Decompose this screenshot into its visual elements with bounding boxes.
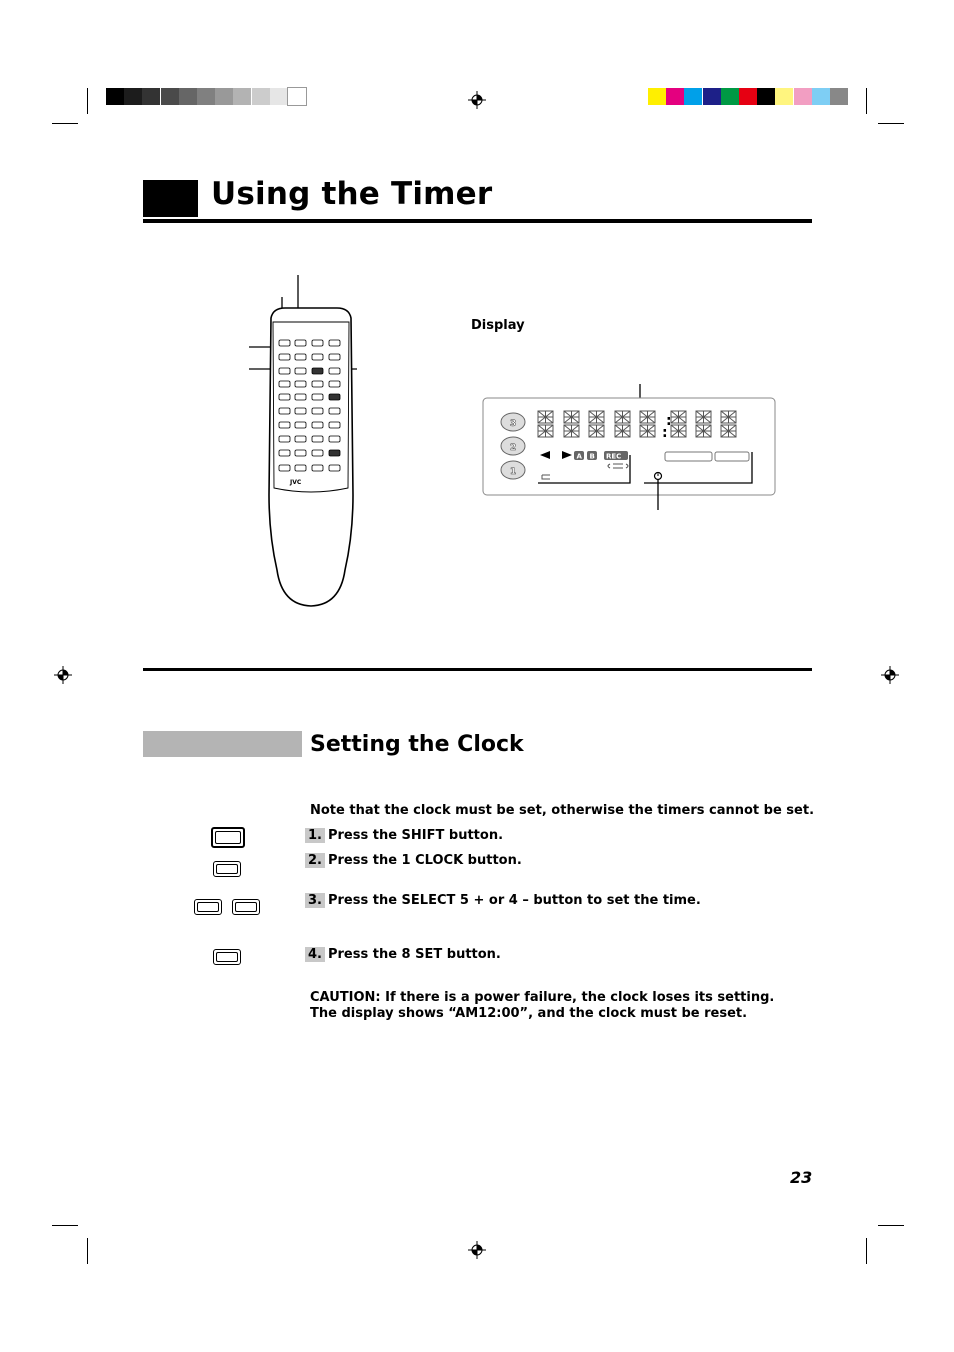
segment-digit	[589, 425, 604, 437]
clock-button-icon	[213, 861, 241, 877]
registration-mark-icon	[468, 91, 486, 109]
crop-mark	[87, 1238, 88, 1264]
segment-digit	[696, 411, 711, 423]
remote-button	[295, 436, 306, 442]
remote-button	[279, 368, 290, 374]
step-3: 3. Press the SELECT 5 + or 4 – button to set the time.	[305, 893, 701, 908]
indicator-a: A	[576, 452, 582, 461]
select-minus-button-icon	[194, 899, 222, 915]
disc-indicator-icons	[501, 413, 525, 479]
crop-mark	[87, 88, 88, 114]
remote-button	[312, 436, 323, 442]
color-swatch	[812, 88, 830, 105]
color-swatch	[721, 88, 739, 105]
remote-control-illustration	[245, 270, 365, 615]
remote-button	[312, 450, 323, 456]
color-swatch	[794, 88, 812, 105]
page-number: 23	[790, 1168, 813, 1187]
segment-digit	[538, 411, 553, 423]
remote-button	[329, 340, 340, 346]
remote-button	[295, 394, 306, 400]
color-swatch	[757, 88, 775, 105]
remote-button	[329, 394, 340, 400]
grayscale-swatch	[142, 88, 160, 105]
section-title: Setting the Clock	[310, 732, 524, 757]
grayscale-swatch	[179, 88, 197, 105]
grayscale-swatch	[106, 88, 124, 105]
grayscale-swatch	[197, 88, 215, 105]
color-swatch	[648, 88, 666, 105]
remote-button	[312, 354, 323, 360]
remote-button	[279, 408, 290, 414]
remote-button	[279, 394, 290, 400]
remote-button	[279, 340, 290, 346]
segment-digit	[640, 411, 655, 423]
display-label: Display	[471, 318, 525, 333]
display-panel-illustration	[480, 380, 780, 515]
remote-button	[279, 354, 290, 360]
remote-button	[312, 465, 323, 471]
remote-button	[295, 422, 306, 428]
remote-button	[312, 408, 323, 414]
remote-button	[329, 465, 340, 471]
remote-button	[329, 368, 340, 374]
remote-button	[312, 422, 323, 428]
segment-digit	[615, 411, 630, 423]
caution-text: CAUTION: If there is a power failure, the clock loses its setting. The display shows “AM12:00”, and the clock must be reset.	[310, 990, 775, 1021]
remote-button	[295, 381, 306, 387]
page-title: Using the Timer	[211, 176, 493, 212]
remote-button	[279, 422, 290, 428]
section-band	[143, 731, 302, 757]
set-button-icon	[213, 949, 241, 965]
title-block	[143, 180, 198, 217]
segment-digit	[696, 425, 711, 437]
grayscale-swatch	[124, 88, 142, 105]
remote-button	[279, 465, 290, 471]
segment-digit	[564, 411, 579, 423]
indicator-rec: REC	[606, 452, 622, 461]
grayscale-swatch	[288, 88, 306, 105]
remote-button	[329, 381, 340, 387]
remote-button	[295, 340, 306, 346]
remote-button	[279, 436, 290, 442]
crop-mark	[878, 123, 904, 124]
segment-digit	[671, 411, 686, 423]
registration-mark-icon	[468, 1241, 486, 1259]
segment-digit	[721, 425, 736, 437]
color-swatch	[666, 88, 684, 105]
remote-button	[329, 354, 340, 360]
color-swatch	[703, 88, 721, 105]
segment-digit	[721, 411, 736, 423]
remote-button	[295, 408, 306, 414]
remote-button	[295, 465, 306, 471]
remote-button	[295, 354, 306, 360]
remote-button	[312, 340, 323, 346]
step-4: 4. Press the 8 SET button.	[305, 947, 501, 962]
remote-button	[312, 394, 323, 400]
remote-button	[329, 408, 340, 414]
crop-mark	[52, 123, 78, 124]
note-text: Note that the clock must be set, otherwise the timers cannot be set.	[310, 803, 815, 818]
segment-digit	[671, 425, 686, 437]
segment-digit	[564, 425, 579, 437]
remote-button	[295, 450, 306, 456]
remote-button	[295, 368, 306, 374]
shift-button-icon	[211, 827, 245, 848]
remote-button	[329, 436, 340, 442]
step-1: 1. Press the SHIFT button.	[305, 828, 503, 843]
color-swatch	[775, 88, 793, 105]
remote-button	[329, 422, 340, 428]
crop-mark	[866, 88, 867, 114]
segment-digit	[640, 425, 655, 437]
color-swatch	[739, 88, 757, 105]
remote-button	[329, 450, 340, 456]
title-rule	[143, 219, 812, 223]
segment-digit	[615, 425, 630, 437]
grayscale-swatch	[252, 88, 270, 105]
segment-digit	[538, 425, 553, 437]
grayscale-swatch	[215, 88, 233, 105]
color-swatch	[684, 88, 702, 105]
remote-brand-logo: JVC	[290, 479, 302, 486]
step-2: 2. Press the 1 CLOCK button.	[305, 853, 522, 868]
grayscale-swatch	[233, 88, 251, 105]
remote-button	[279, 450, 290, 456]
grayscale-swatch	[161, 88, 179, 105]
remote-button	[312, 381, 323, 387]
crop-mark	[866, 1238, 867, 1264]
disc-number: 2	[510, 443, 517, 453]
select-plus-button-icon	[232, 899, 260, 915]
disc-number: 3	[510, 419, 517, 429]
indicator-b: B	[589, 452, 595, 461]
remote-button	[279, 381, 290, 387]
time-colon: :	[662, 425, 668, 441]
crop-mark	[878, 1225, 904, 1226]
segment-digit	[589, 411, 604, 423]
remote-button	[312, 368, 323, 374]
registration-mark-icon	[881, 666, 899, 684]
disc-number: 1	[510, 467, 517, 477]
crop-mark	[52, 1225, 78, 1226]
color-swatch	[830, 88, 848, 105]
grayscale-swatch	[270, 88, 288, 105]
section-divider	[143, 668, 812, 671]
time-colon: :	[666, 413, 672, 429]
registration-mark-icon	[54, 666, 72, 684]
